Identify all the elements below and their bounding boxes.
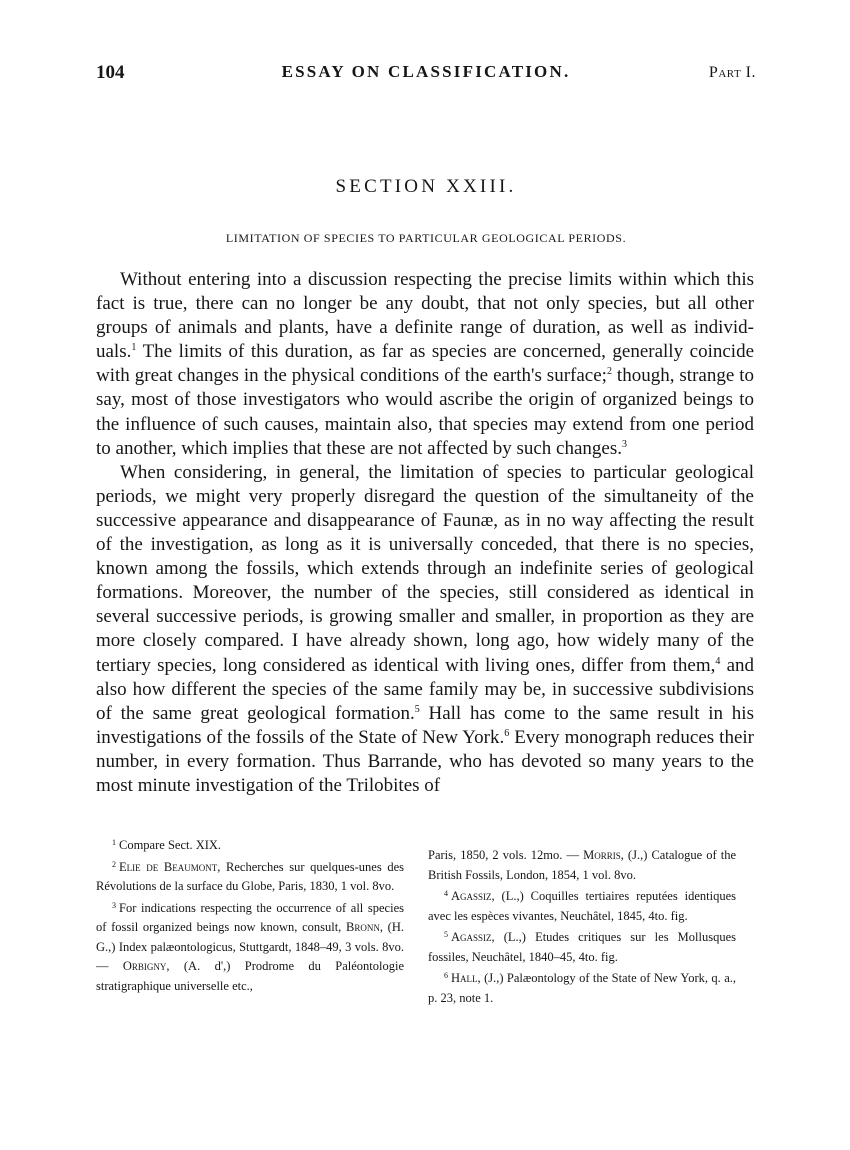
footnote-4 xyxy=(428,887,736,926)
footnote-6 xyxy=(428,969,736,1008)
text-run: Without entering into a discussion respecting the precise limits within which this fact is true, there can no longer be any doubt, that not only species, but all other groups of animals and plants, have a definite range of duration, as well as individ-uals. xyxy=(96,269,754,363)
footnote-text: (J.,) Palæontology of the State of New York, q. a., p. 23, note 1. xyxy=(428,971,736,1005)
running-title: ESSAY ON CLASSIFICATION. xyxy=(281,62,571,81)
footnote-text: (A. d',) Prodrome du Paléontologie stratigraphique universelle etc., xyxy=(96,959,405,993)
footnote-author: Orbigny, xyxy=(122,959,170,973)
footnote-author: Bronn, xyxy=(346,920,383,934)
paragraph-1 xyxy=(96,268,754,461)
footnote-mark: 5 xyxy=(444,930,448,939)
section-heading: SECTION XXIII. xyxy=(335,176,517,197)
footnote-3 xyxy=(96,899,404,997)
page-number: 104 xyxy=(96,62,125,83)
text-run: Every monograph reduces their number, in every formation. Thus Barrande, who has devoted so many years to the most minute investigation of the Trilobites of xyxy=(96,726,754,796)
footnote-text: Paris, 1850, 2 vols. 12mo. — xyxy=(428,848,584,862)
text-run: When considering, in general, the limitation of species to particular geological periods, we might very properly disregard the question of the simultaneity of the successive appearance and disappearance of Faunæ, as in no way affecting the result of the investigation, as long as it is universally conceded, that there is no species, known among the fossils, which extends through an indefinite series of geological formations. Moreover, the number of the species, still considered as identical in several successive periods, is growing smaller and smaller, in proportion as they are more closely compared. I have already shown, long ago, how widely many of the tertiary species, long considered as identical with living ones, differ from them, xyxy=(96,461,754,676)
footnote-text: (L.,) Coquilles tertiaires reputées identiques avec les espèces vivantes, Neuchâtel, 1845, 4to. fig. xyxy=(428,889,736,923)
section-subtitle: LIMITATION OF SPECIES TO PARTICULAR GEOLOGICAL PERIODS. xyxy=(225,231,627,245)
part-label: Part I. xyxy=(708,64,756,81)
footnote-mark: 3 xyxy=(112,900,116,910)
footnote-ref-2: 2 xyxy=(606,366,612,378)
footnote-text: Compare Sect. XIX. xyxy=(119,838,222,852)
footnote-5 xyxy=(428,928,736,967)
footnote-ref-3: 3 xyxy=(621,438,627,450)
footnote-author: Agassiz, xyxy=(451,930,495,944)
footnote-3-continued xyxy=(428,846,736,885)
footnote-mark: 4 xyxy=(444,889,448,898)
footnote-ref-4: 4 xyxy=(715,655,721,667)
text-run: though, strange to say, most of those investigators who would ascribe the origin of organized beings to the influence of such causes, maintain also, that species may extend from one period to another, which implies that these are not affected by such changes. xyxy=(96,365,754,459)
footnote-text: (L.,) Etudes critiques sur les Mollusques fossiles, Neuchâtel, 1840–45, 4to. fig. xyxy=(428,930,736,964)
body-text xyxy=(96,268,754,798)
footnotes xyxy=(96,836,756,1036)
running-head xyxy=(96,62,756,92)
text-run: and also how different the species of the same family may be, in successive subdivisions of the same great geological formation. xyxy=(96,654,755,724)
footnote-text: (J.,) Catalogue of the British Fossils, London, 1854, 1 vol. 8vo. xyxy=(428,848,736,882)
footnote-ref-6: 6 xyxy=(504,727,510,739)
text-run: Hall has come to the same result in his investigations of the fossils of the State of New York. xyxy=(96,702,754,748)
footnotes-right-column xyxy=(428,846,736,1010)
footnote-1 xyxy=(96,836,404,856)
text-run: The limits of this duration, as far as species are concerned, generally coincide with great changes in the physical conditions of the earth's surface; xyxy=(96,341,754,387)
footnote-2 xyxy=(96,858,404,897)
footnote-text: (H. G.,) Index palæontologicus, Stuttgardt, 1848–49, 3 vols. 8vo. — xyxy=(96,920,404,973)
footnote-text: Recherches sur quelques-unes des Révolutions de la surface du Globe, Paris, 1830, 1 vol. 8vo. xyxy=(96,859,404,893)
footnote-mark: 1 xyxy=(112,838,116,847)
footnote-mark: 6 xyxy=(444,971,448,980)
footnote-ref-5: 5 xyxy=(414,703,420,715)
footnote-author: Agassiz, xyxy=(451,889,495,903)
footnote-mark: 2 xyxy=(112,859,116,869)
footnote-text: For indications respecting the occurrence of all species of fossil organized beings now known, consult, xyxy=(96,900,404,934)
footnote-author: Elie de Beaumont, xyxy=(119,859,221,874)
paragraph-2 xyxy=(96,461,754,798)
footnote-author: Hall, xyxy=(451,971,481,985)
footnote-author: Morris, xyxy=(583,848,624,862)
footnotes-left-column xyxy=(96,836,404,998)
footnote-ref-1: 1 xyxy=(131,342,137,354)
